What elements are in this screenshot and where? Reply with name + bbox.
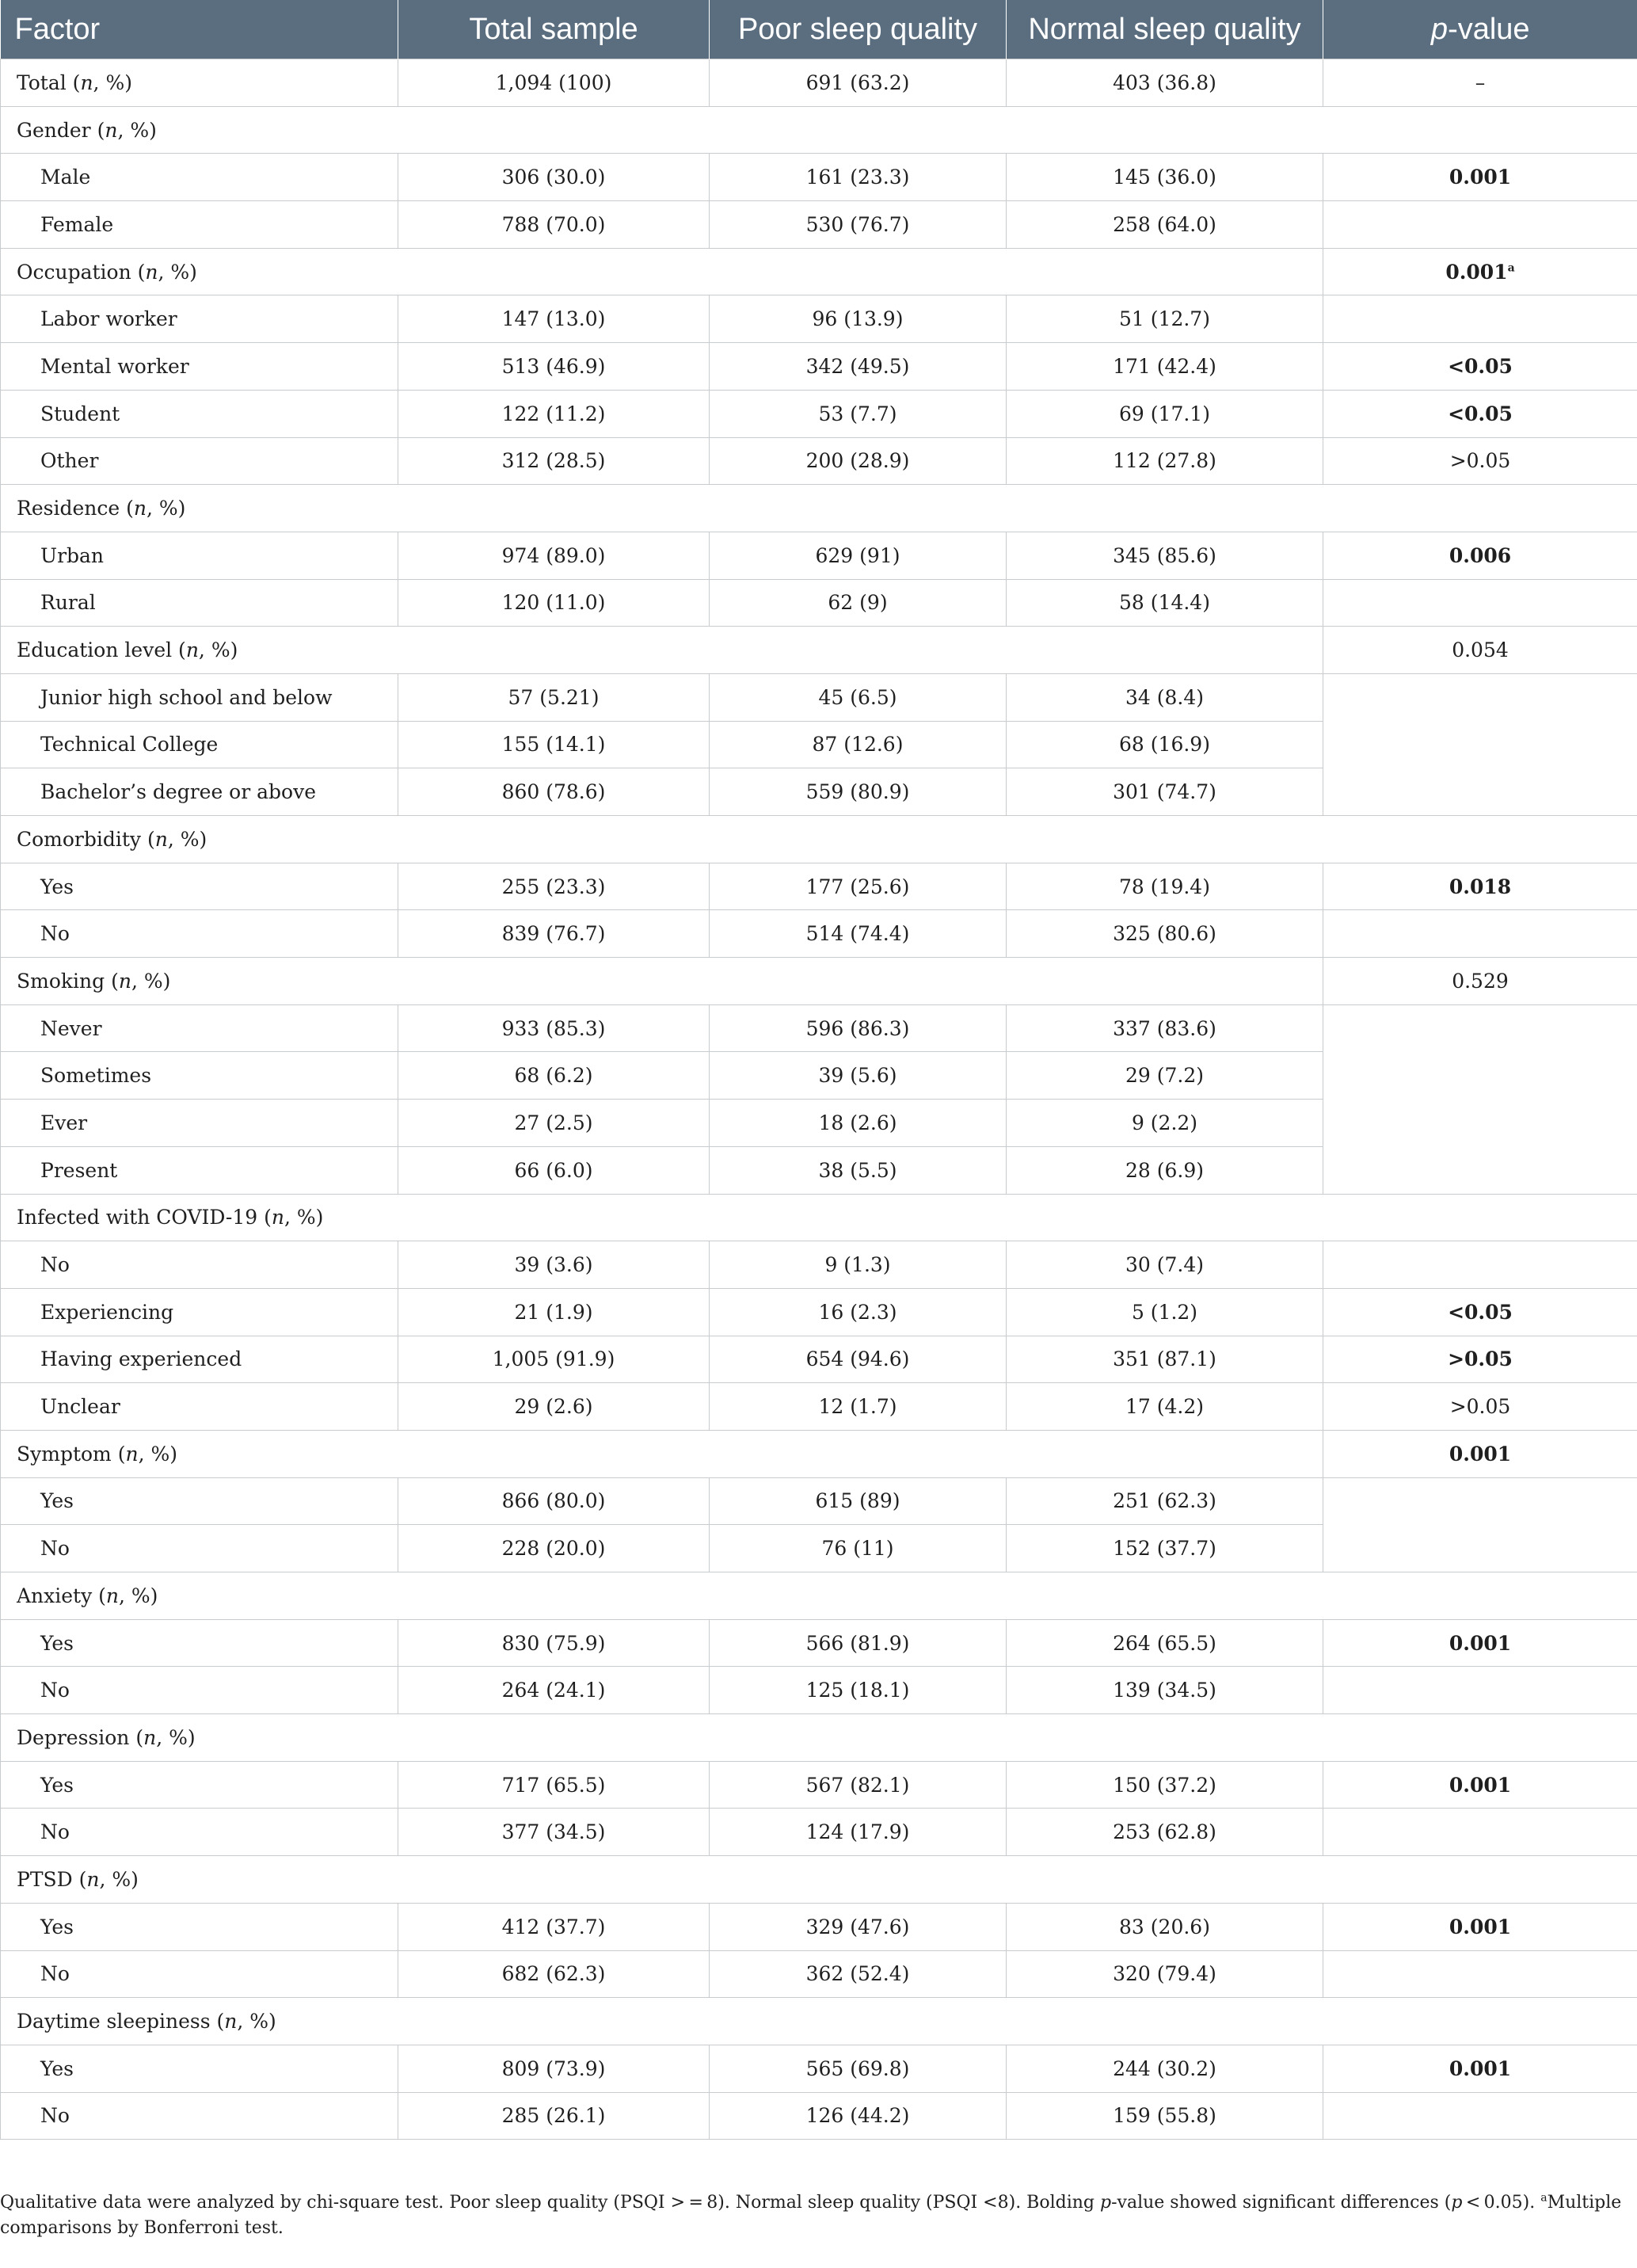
cell-poor: 39 (5.6) bbox=[710, 1052, 1007, 1100]
table-row bbox=[1, 295, 1637, 343]
subgroup-label: Present bbox=[1, 1146, 398, 1194]
cell-p-value bbox=[1323, 1241, 1637, 1289]
table-row bbox=[1, 532, 1637, 579]
cell-poor: 126 (44.2) bbox=[710, 2092, 1007, 2140]
cell-p-value bbox=[1323, 201, 1637, 249]
group-label: Occupation (n, %) bbox=[1, 248, 1323, 295]
table-row bbox=[1, 1004, 1637, 1052]
cell-p-value: 0.529 bbox=[1323, 958, 1637, 1005]
subgroup-label: Junior high school and below bbox=[1, 673, 398, 721]
cell-poor: 530 (76.7) bbox=[710, 201, 1007, 249]
cell-normal: 159 (55.8) bbox=[1007, 2092, 1323, 2140]
cell-total: 21 (1.9) bbox=[398, 1288, 710, 1336]
subgroup-label: Urban bbox=[1, 532, 398, 579]
cell-p-value: <0.05 bbox=[1323, 390, 1637, 437]
table-row bbox=[1, 154, 1637, 201]
subgroup-label: Yes bbox=[1, 2045, 398, 2092]
group-label: Anxiety (n, %) bbox=[1, 1572, 1637, 1620]
group-label: Symptom (n, %) bbox=[1, 1430, 1323, 1477]
cell-poor: 566 (81.9) bbox=[710, 1619, 1007, 1667]
cell-poor: 567 (82.1) bbox=[710, 1761, 1007, 1809]
group-row bbox=[1, 958, 1637, 1005]
table-row bbox=[1, 2092, 1637, 2140]
cell-normal: 34 (8.4) bbox=[1007, 673, 1323, 721]
subgroup-label: No bbox=[1, 2092, 398, 2140]
cell-normal: 244 (30.2) bbox=[1007, 2045, 1323, 2092]
cell-normal: 152 (37.7) bbox=[1007, 1525, 1323, 1572]
cell-normal: 345 (85.6) bbox=[1007, 532, 1323, 579]
cell-p-value: 0.001 bbox=[1323, 1430, 1637, 1477]
table-row bbox=[1, 437, 1637, 485]
cell-poor: 76 (11) bbox=[710, 1525, 1007, 1572]
table-row bbox=[1, 201, 1637, 249]
cell-normal: 145 (36.0) bbox=[1007, 154, 1323, 201]
subgroup-label: Student bbox=[1, 390, 398, 437]
cell-p-value: 0.006 bbox=[1323, 532, 1637, 579]
cell-p-value bbox=[1323, 1667, 1637, 1714]
cell-total: 39 (3.6) bbox=[398, 1241, 710, 1289]
cell-p-value-empty bbox=[1323, 1477, 1637, 1572]
cell-p-value: 0.001 bbox=[1323, 1619, 1637, 1667]
cell-normal: 78 (19.4) bbox=[1007, 863, 1323, 910]
cell-total: 155 (14.1) bbox=[398, 721, 710, 768]
cell-normal: 68 (16.9) bbox=[1007, 721, 1323, 768]
cell-poor: 16 (2.3) bbox=[710, 1288, 1007, 1336]
cell-p-value bbox=[1323, 1950, 1637, 1998]
subgroup-label: Mental worker bbox=[1, 343, 398, 391]
subgroup-label: Other bbox=[1, 437, 398, 485]
table-footnote: Qualitative data were analyzed by chi-square test. Poor sleep quality (PSQI > = 8). Normal sleep quality (PSQI <8). Bolding p-value showed significant differences (p < 0.05). $^a$Multiple comparisons by Bonferroni test. bbox=[0, 2191, 1622, 2238]
group-row bbox=[1, 1572, 1637, 1620]
group-label: Education level (n, %) bbox=[1, 627, 1323, 674]
cell-total: 147 (13.0) bbox=[398, 295, 710, 343]
subgroup-label: Yes bbox=[1, 863, 398, 910]
group-label: Depression (n, %) bbox=[1, 1714, 1637, 1762]
subgroup-label: Labor worker bbox=[1, 295, 398, 343]
cell-normal: 251 (62.3) bbox=[1007, 1477, 1323, 1525]
cell-poor: 514 (74.4) bbox=[710, 910, 1007, 958]
cell-normal: 17 (4.2) bbox=[1007, 1383, 1323, 1431]
cell-poor: 124 (17.9) bbox=[710, 1809, 1007, 1856]
group-row bbox=[1, 106, 1637, 154]
cell-total: 312 (28.5) bbox=[398, 437, 710, 485]
table-row bbox=[1, 1383, 1637, 1431]
cell-total: 66 (6.0) bbox=[398, 1146, 710, 1194]
cell-total: 27 (2.5) bbox=[398, 1100, 710, 1147]
cell-normal: 325 (80.6) bbox=[1007, 910, 1323, 958]
subgroup-label: Rural bbox=[1, 579, 398, 627]
cell-total: 830 (75.9) bbox=[398, 1619, 710, 1667]
table-row bbox=[1, 1809, 1637, 1856]
cell-normal: 83 (20.6) bbox=[1007, 1903, 1323, 1950]
table-row bbox=[1, 1477, 1637, 1525]
cell-total: 788 (70.0) bbox=[398, 201, 710, 249]
table-row bbox=[1, 1241, 1637, 1289]
cell-poor: 565 (69.8) bbox=[710, 2045, 1007, 2092]
cell-total: 285 (26.1) bbox=[398, 2092, 710, 2140]
cell-p-value: 0.001 bbox=[1323, 2045, 1637, 2092]
table-row bbox=[1, 1619, 1637, 1667]
table-row bbox=[1, 1903, 1637, 1950]
table-row bbox=[1, 1288, 1637, 1336]
cell-total: 29 (2.6) bbox=[398, 1383, 710, 1431]
table-row bbox=[1, 1950, 1637, 1998]
cell-poor: 629 (91) bbox=[710, 532, 1007, 579]
cell-poor: 615 (89) bbox=[710, 1477, 1007, 1525]
cell-p-value: <0.05 bbox=[1323, 343, 1637, 391]
cell-total: 933 (85.3) bbox=[398, 1004, 710, 1052]
cell-p-value: 0.001$^a$ bbox=[1323, 248, 1637, 295]
subgroup-label: Yes bbox=[1, 1619, 398, 1667]
subgroup-label: Yes bbox=[1, 1761, 398, 1809]
group-label: PTSD (n, %) bbox=[1, 1856, 1637, 1904]
cell-p-value: 0.001 bbox=[1323, 154, 1637, 201]
cell-normal: 253 (62.8) bbox=[1007, 1809, 1323, 1856]
subgroup-label: Sometimes bbox=[1, 1052, 398, 1100]
cell-total: 974 (89.0) bbox=[398, 532, 710, 579]
factor-label: Total (n, %) bbox=[1, 59, 398, 107]
group-row bbox=[1, 1998, 1637, 2045]
cell-normal: 30 (7.4) bbox=[1007, 1241, 1323, 1289]
cell-p-value: – bbox=[1323, 59, 1637, 107]
cell-poor: 200 (28.9) bbox=[710, 437, 1007, 485]
table-row bbox=[1, 390, 1637, 437]
group-row bbox=[1, 816, 1637, 863]
table-row bbox=[1, 59, 1637, 107]
group-label: Daytime sleepiness (n, %) bbox=[1, 1998, 1637, 2045]
subgroup-label: Never bbox=[1, 1004, 398, 1052]
cell-total: 412 (37.7) bbox=[398, 1903, 710, 1950]
subgroup-label: No bbox=[1, 1809, 398, 1856]
header-p-value: p-value bbox=[1323, 0, 1637, 59]
subgroup-label: Yes bbox=[1, 1903, 398, 1950]
header-row bbox=[1, 0, 1637, 59]
subgroup-label: No bbox=[1, 1950, 398, 1998]
cell-poor: 125 (18.1) bbox=[710, 1667, 1007, 1714]
cell-total: 1,005 (91.9) bbox=[398, 1336, 710, 1383]
cell-poor: 12 (1.7) bbox=[710, 1383, 1007, 1431]
cell-total: 1,094 (100) bbox=[398, 59, 710, 107]
subgroup-label: Unclear bbox=[1, 1383, 398, 1431]
cell-normal: 29 (7.2) bbox=[1007, 1052, 1323, 1100]
subgroup-label: Yes bbox=[1, 1477, 398, 1525]
cell-normal: 301 (74.7) bbox=[1007, 768, 1323, 816]
cell-poor: 18 (2.6) bbox=[710, 1100, 1007, 1147]
cell-normal: 320 (79.4) bbox=[1007, 1950, 1323, 1998]
cell-p-value-empty bbox=[1323, 1004, 1637, 1194]
cell-total: 809 (73.9) bbox=[398, 2045, 710, 2092]
group-label: Smoking (n, %) bbox=[1, 958, 1323, 1005]
cell-poor: 559 (80.9) bbox=[710, 768, 1007, 816]
cell-normal: 28 (6.9) bbox=[1007, 1146, 1323, 1194]
cell-normal: 337 (83.6) bbox=[1007, 1004, 1323, 1052]
cell-poor: 62 (9) bbox=[710, 579, 1007, 627]
cell-p-value: >0.05 bbox=[1323, 1383, 1637, 1431]
cell-poor: 38 (5.5) bbox=[710, 1146, 1007, 1194]
cell-normal: 150 (37.2) bbox=[1007, 1761, 1323, 1809]
group-row bbox=[1, 1856, 1637, 1904]
table-row bbox=[1, 1667, 1637, 1714]
table-row bbox=[1, 910, 1637, 958]
subgroup-label: No bbox=[1, 1525, 398, 1572]
group-label: Gender (n, %) bbox=[1, 106, 1637, 154]
table-row bbox=[1, 1761, 1637, 1809]
cell-p-value: 0.001 bbox=[1323, 1903, 1637, 1950]
cell-normal: 51 (12.7) bbox=[1007, 295, 1323, 343]
subgroup-label: Female bbox=[1, 201, 398, 249]
subgroup-label: Male bbox=[1, 154, 398, 201]
cell-poor: 177 (25.6) bbox=[710, 863, 1007, 910]
group-row bbox=[1, 627, 1637, 674]
cell-total: 122 (11.2) bbox=[398, 390, 710, 437]
cell-poor: 87 (12.6) bbox=[710, 721, 1007, 768]
cell-normal: 9 (2.2) bbox=[1007, 1100, 1323, 1147]
header-factor: Factor bbox=[1, 0, 398, 59]
cell-poor: 9 (1.3) bbox=[710, 1241, 1007, 1289]
subgroup-label: No bbox=[1, 1241, 398, 1289]
cell-total: 255 (23.3) bbox=[398, 863, 710, 910]
group-row bbox=[1, 1430, 1637, 1477]
cell-p-value: 0.054 bbox=[1323, 627, 1637, 674]
cell-total: 68 (6.2) bbox=[398, 1052, 710, 1100]
cell-p-value: <0.05 bbox=[1323, 1288, 1637, 1336]
cell-normal: 351 (87.1) bbox=[1007, 1336, 1323, 1383]
cell-poor: 161 (23.3) bbox=[710, 154, 1007, 201]
cell-poor: 53 (7.7) bbox=[710, 390, 1007, 437]
cell-poor: 654 (94.6) bbox=[710, 1336, 1007, 1383]
subgroup-label: No bbox=[1, 1667, 398, 1714]
cell-total: 120 (11.0) bbox=[398, 579, 710, 627]
cell-total: 866 (80.0) bbox=[398, 1477, 710, 1525]
header-normal-sleep: Normal sleep quality bbox=[1007, 0, 1323, 59]
cell-poor: 596 (86.3) bbox=[710, 1004, 1007, 1052]
cell-p-value: 0.001 bbox=[1323, 1761, 1637, 1809]
group-label: Residence (n, %) bbox=[1, 485, 1637, 532]
table-row bbox=[1, 2045, 1637, 2092]
cell-normal: 264 (65.5) bbox=[1007, 1619, 1323, 1667]
cell-total: 228 (20.0) bbox=[398, 1525, 710, 1572]
cell-normal: 58 (14.4) bbox=[1007, 579, 1323, 627]
table-row bbox=[1, 673, 1637, 721]
cell-poor: 96 (13.9) bbox=[710, 295, 1007, 343]
header-total-sample: Total sample bbox=[398, 0, 710, 59]
cell-total: 264 (24.1) bbox=[398, 1667, 710, 1714]
group-label: Infected with COVID-19 (n, %) bbox=[1, 1194, 1637, 1241]
cell-p-value bbox=[1323, 910, 1637, 958]
subgroup-label: Experiencing bbox=[1, 1288, 398, 1336]
cell-normal: 258 (64.0) bbox=[1007, 201, 1323, 249]
group-row bbox=[1, 1194, 1637, 1241]
cell-p-value-empty bbox=[1323, 673, 1637, 815]
group-row bbox=[1, 485, 1637, 532]
table-row bbox=[1, 1336, 1637, 1383]
cell-total: 839 (76.7) bbox=[398, 910, 710, 958]
group-row bbox=[1, 248, 1637, 295]
cell-poor: 45 (6.5) bbox=[710, 673, 1007, 721]
cell-normal: 112 (27.8) bbox=[1007, 437, 1323, 485]
cell-p-value: >0.05 bbox=[1323, 1336, 1637, 1383]
table-row bbox=[1, 863, 1637, 910]
header-poor-sleep: Poor sleep quality bbox=[710, 0, 1007, 59]
cell-normal: 171 (42.4) bbox=[1007, 343, 1323, 391]
cell-p-value bbox=[1323, 295, 1637, 343]
cell-normal: 139 (34.5) bbox=[1007, 1667, 1323, 1714]
subgroup-label: Bachelor’s degree or above bbox=[1, 768, 398, 816]
cell-poor: 329 (47.6) bbox=[710, 1903, 1007, 1950]
cell-poor: 362 (52.4) bbox=[710, 1950, 1007, 1998]
group-label: Comorbidity (n, %) bbox=[1, 816, 1637, 863]
cell-p-value: 0.018 bbox=[1323, 863, 1637, 910]
cell-normal: 69 (17.1) bbox=[1007, 390, 1323, 437]
subgroup-label: Having experienced bbox=[1, 1336, 398, 1383]
table-row bbox=[1, 343, 1637, 391]
cell-poor: 342 (49.5) bbox=[710, 343, 1007, 391]
group-row bbox=[1, 1714, 1637, 1762]
cell-p-value bbox=[1323, 2092, 1637, 2140]
cell-normal: 403 (36.8) bbox=[1007, 59, 1323, 107]
subgroup-label: No bbox=[1, 910, 398, 958]
subgroup-label: Ever bbox=[1, 1100, 398, 1147]
cell-p-value bbox=[1323, 1809, 1637, 1856]
cell-p-value bbox=[1323, 579, 1637, 627]
table-row bbox=[1, 579, 1637, 627]
cell-total: 682 (62.3) bbox=[398, 1950, 710, 1998]
cell-p-value: >0.05 bbox=[1323, 437, 1637, 485]
cell-total: 717 (65.5) bbox=[398, 1761, 710, 1809]
cell-total: 860 (78.6) bbox=[398, 768, 710, 816]
cell-normal: 5 (1.2) bbox=[1007, 1288, 1323, 1336]
cell-poor: 691 (63.2) bbox=[710, 59, 1007, 107]
subgroup-label: Technical College bbox=[1, 721, 398, 768]
cell-total: 57 (5.21) bbox=[398, 673, 710, 721]
cell-total: 377 (34.5) bbox=[398, 1809, 710, 1856]
cell-total: 513 (46.9) bbox=[398, 343, 710, 391]
cell-total: 306 (30.0) bbox=[398, 154, 710, 201]
